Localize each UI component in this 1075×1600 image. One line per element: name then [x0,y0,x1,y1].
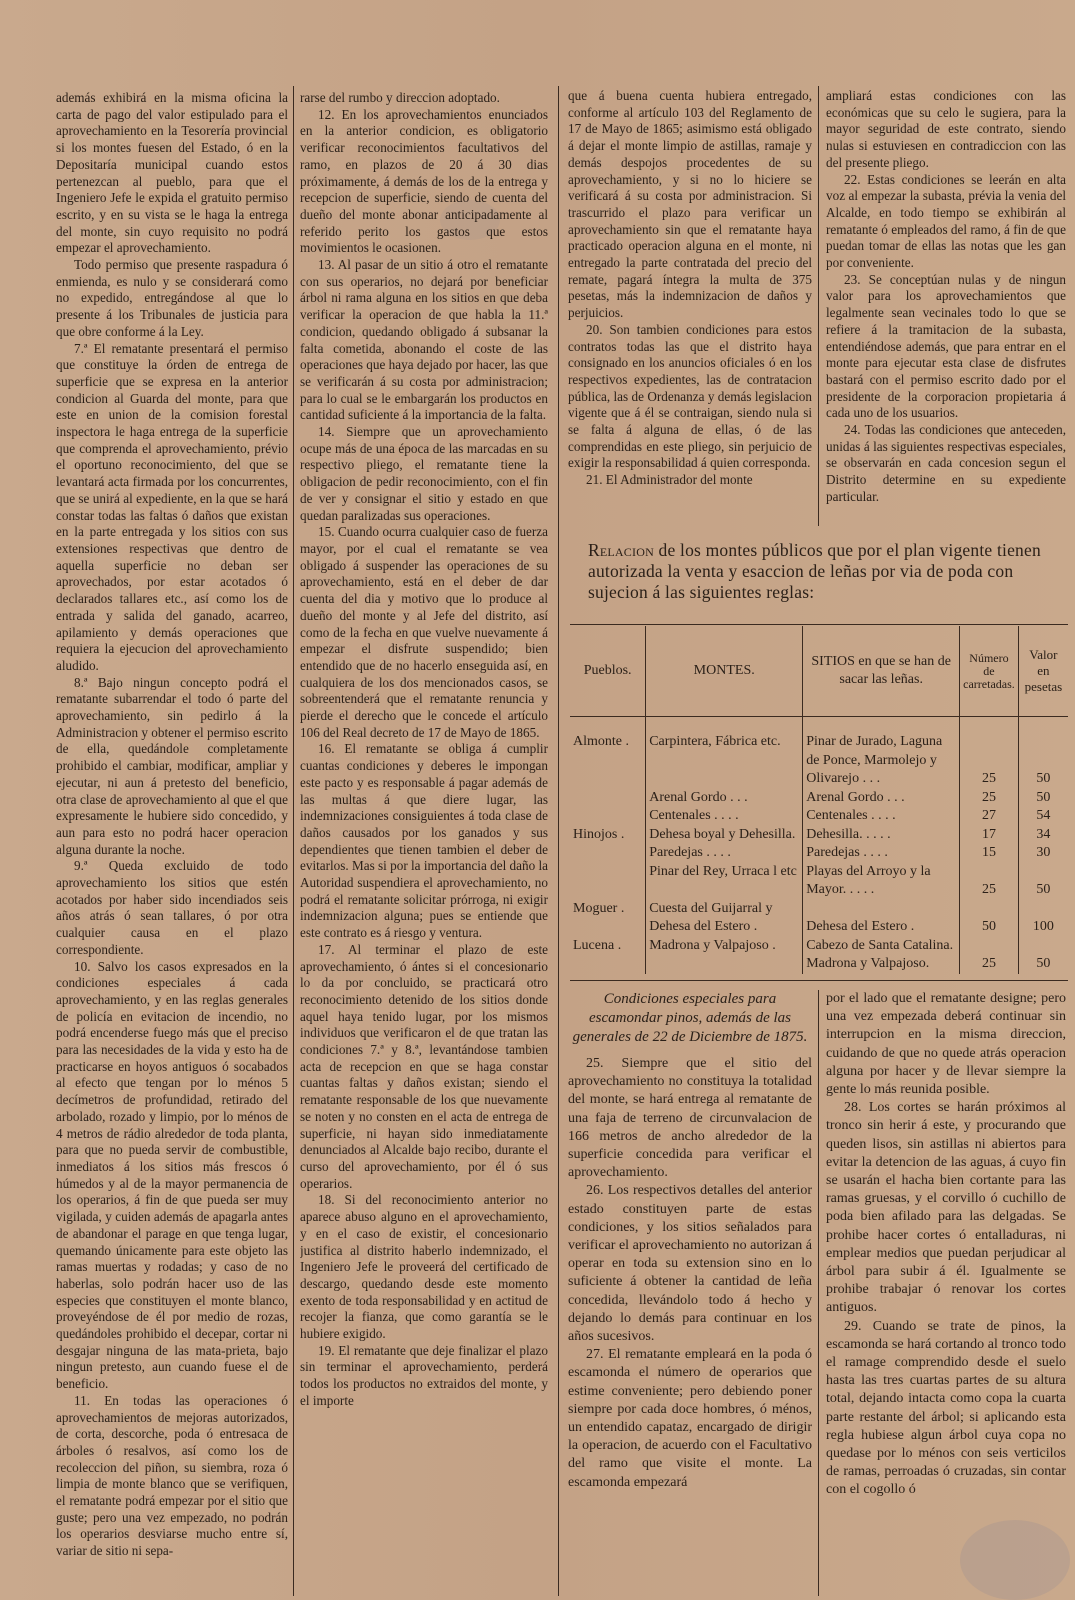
cell-valor: 50 [1018,789,1068,808]
paragraph: ampliará estas condiciones con las económicas que su celo le sugiera, para la mayor seguridad de este contrato, siendo nulas si estuviesen en contradiccion con las del presente pliego. [826,88,1066,170]
condition-15: 15. Cuando ocurra cualquier caso de fuerza mayor, por el cual el rematante se vea obligado á suspender las operaciones de su aprovechamiento, está en el deber de dar cuenta del dia y motivo que lo produce al dueño del monte y al Jefe del distrito, así como de la fecha en que vuelve nuevamente á empezar el disfrute suspendido; bien entendido que de no hacerlo enseguida así, en cualquiera de los dos mencionados casos, se sobreentenderá que el rematante renuncia y pierde el derecho que le concede el artículo 106 del Real decreto de 17 de Mayo de 1865. [300,524,548,740]
cell-monte: Arenal Gordo . . . [646,789,803,808]
cell-monte: Dehesa boyal y Dehesilla. [646,826,803,845]
table-row [570,863,1068,900]
special-conditions-title: Condiciones especiales para escamondar pinos, además de las generales de 22 de Diciembre de 1875. [572,991,808,1045]
cell-sitio: Cabezo de Santa Catalina. Madrona y Valpajoso. [803,937,960,974]
condition-28: 28. Los cortes se harán próximos al tronco sin herir á este, y procurando que queden lisos, sin astillas ni abiertos para evitar la detencion de las aguas, á cuyo fin se usarán el hacha bien cortante para las ramas gruesas, y el corvillo ó cuchillo de poda bien afilado para las delgadas. Se prohibe hacer cortes ó entalladuras, ni emplear medios que puedan perjudicar al árbol para subir á él. Igualmente se prohibe trabajar ó renovar los cortes antiguos. [826,1100,1066,1316]
condition-26: 26. Los respectivos detalles del anterior estado constituyen parte de estas condiciones, y los sitios señalados para verificar el aprovechamiento no autorizan á operar en toda su extension sino en lo suficiente á obtener la cantidad de leña concedida, llevándolo todo á hecho y dejando lo demás para continuar en los años sucesivos. [568,1183,812,1345]
header-carretadas: Número de carretadas. [960,626,1019,717]
cell-monte: Pinar del Rey, Urraca l etc [646,863,803,900]
condition-11: 11. En todas las operaciones ó aprovechamientos de mejoras autorizados, de corta, descorche, poda ó entresaca de árboles ó resalvos, así como los de recoleccion del piñon, su siembra, roza ó limpia de monte blanco que se verifiquen, el rematante podrá empezar por el sitio que guste; pero una vez empezado, no podrán los operarios desviarse mucho entre sí, variar de sitio ni sepa- [56,1392,288,1559]
cell-pueblo [570,844,646,863]
header-montes: MONTES. [646,626,803,717]
cell-carretadas: 25 [960,863,1019,900]
column-divider [558,86,559,1596]
condition-23: 23. Se conceptúan nulas y de ningun valor para los aprovechamientos que legalmente sean vecinales todo lo que se refiere á la tramitacion de la subasta, entendiéndose además, que para entrar en el monte para ejecutar esta clase de disfrutes bastará con el permiso escrito dado por el presidente de la corporacion propietaria á cada uno de los usuarios. [826,271,1066,421]
cell-monte: Cuesta del Guijarral y Dehesa del Estero . [646,900,803,937]
cell-monte: Madrona y Valpajoso . [646,937,803,974]
column-3 [568,88,812,518]
cell-valor: 34 [1018,826,1068,845]
condition-25: 25. Siempre que el sitio del aprovechamiento no constituya la totalidad del monte, se hará entrega al rematante de una faja de terreno de circunvalacion de 166 metros de ancho alrededor de la superficie concedida para verificar el aprovechamiento. [568,1056,812,1181]
cell-carretadas: 17 [960,826,1019,845]
cell-sitio: Pinar de Jurado, Laguna de Ponce, Marmolejo y Olivarejo . . . [803,717,960,789]
cell-carretadas: 25 [960,717,1019,789]
table-row [570,900,1068,937]
condition-22: 22. Estas condiciones se leerán en alta voz al empezar la subasta, prévia la venia del Alcalde, en todo tiempo se exhibirán al rematante ó empleados del ramo, á fin de que puedan tomar de ellas las notas que les gan por conveniente. [826,171,1066,271]
column-4 [826,88,1066,518]
condition-27: 27. El rematante empleará en la poda ó escamonda el número de operarios que estime conveniente; pero debiendo poner siempre por cada doce hombres, ó ménos, un entendido capataz, encargado de dirigir la operacion, de acuerdo con el Facultativo del ramo que visite el monte. La escamonda empezará [568,1347,812,1490]
table-row [570,789,1068,808]
condition-13: 13. Al pasar de un sitio á otro el rematante con sus operarios, no dejará por beneficiar árbol ni rama alguna en los sitios en que deba verificar la operacion de que habla la 11.ª condicion, quedando obligado á subsanar la falta cometida, abonando el coste de las operaciones que haya dejado por hacer, las que se verificarán á su costa por administracion; para lo cual se le embargarán los productos en cantidad suficiente á la importancia de la falta. [300,257,548,423]
cell-carretadas: 27 [960,807,1019,826]
cell-sitio: Centenales . . . . [803,807,960,826]
condition-16: 16. El rematante se obliga á cumplir cuantas condiciones y deberes le impongan este pacto y es responsable á pagar además de las multas á que diere lugar, las indemnizaciones consiguientes á toda clase de daños causados por los ganados y sus dependientes que tienen tambien el deber de evitarlos. Mas si por la importancia del daño la Autoridad suspendiera el aprovechamiento, no podrá el rematante solicitar prórroga, ni exigir indemnizacion alguna; pues se entiende que este contrato es á riesgo y ventura. [300,741,548,941]
condition-9: 9.ª Queda excluido de todo aprovechamiento los sitios que estén acotados por haber sido incendiados seis años atrás ó sean tallares, ó por otra cualquier causa en el plazo correspondiente. [56,858,288,957]
cell-pueblo: Almonte . [573,734,629,749]
montes-table [570,626,1068,974]
table-row [570,807,1068,826]
cell-monte: Centenales . . . . [646,807,803,826]
cell-sitio: Playas del Arroyo y la Mayor. . . . . [803,863,960,900]
header-pueblos: Pueblos. [570,626,646,717]
table-row [570,844,1068,863]
relacion-lead: Relacion [588,540,654,560]
cell-carretadas: 25 [960,937,1019,974]
relacion-heading [588,540,1068,603]
condition-24: 24. Todas las condiciones que anteceden, unidas á las siguientes respectivas especiales, se observarán en cada concesion segun el Distrito determine en su expediente particular. [826,422,1066,504]
cell-monte: Carpintera, Fábrica etc. [646,717,803,789]
cell-pueblo: Lucena . [573,937,622,953]
condition-10: 10. Salvo los casos expresados en la condiciones especiales á cada aprovechamiento, y en las reglas generales de policía en evitacion de incendio, no podrá encenderse fuego más que el preciso para las necesidades de la vida y esto ha de practicarse en hoyos antiguos ó socabados al efecto que tengan por lo ménos 5 decímetros de profundidad, retirado del arbolado, rozado y limpio, por lo ménos de 4 metros de rádio alrededor de toda planta, para que no pueda servir de combustible, inmediatos á los sitios más frescos ó húmedos y al de la mayor permanencia de los operarios, á fin de que pueda ser muy vigilada, y cuiden además de apagarla antes de abandonar el parage en que tenga lugar, quemando únicamente para este objeto las ramas muertas y rodadas; y caso de no haberlas, solo podrán hacer uso de las especies que constituyen el monte blanco, proveyéndose de él por medio de rozas, quedándoles prohibido el decepar, cortar ni desgajar ninguna de las mata-prieta, bajo ningun pretesto, aun cuando fuese el de beneficio. [56,958,288,1392]
cell-sitio: Paredejas . . . . [803,844,960,863]
cell-monte: Paredejas . . . . [646,844,803,863]
table-row [570,937,1068,974]
column-5 [568,990,812,1595]
cell-valor: 100 [1018,900,1068,937]
paragraph: Todo permiso que presente raspadura ó enmienda, es nulo y se considerará como no expedido, entregándose al que lo presente á los Tribunales de justicia para que obre conforme á la Ley. [56,257,288,339]
header-sitios: SITIOS en que se han de sacar las leñas. [803,626,960,717]
cell-valor: 30 [1018,844,1068,863]
condition-21: 21. El Administrador del monte [586,472,753,488]
condition-18: 18. Si del reconocimiento anterior no aparece abuso alguno en el aprovechamiento, y en el caso de existir, el concesionario justifica al distrito haberlo indemnizado, el Ingeniero Jefe le proveerá del certificado de descargo, quedando desde este momento exento de toda responsabilidad y en actitud de recojer la fianza, que como garantía se le hubiere exigido. [300,1192,548,1342]
header-valor: Valor en pesetas [1018,626,1068,717]
cell-sitio: Dehesilla. . . . . [803,826,960,845]
cell-valor: 50 [1018,717,1068,789]
cell-pueblo [570,863,646,900]
relacion-text: de los montes públicos que por el plan vigente tienen autorizada la venta y esaccion de leñas por via de poda con sujecion á las siguientes reglas: [588,540,1041,602]
table-row [570,717,1068,789]
column-1 [56,90,288,1595]
condition-12: 12. En los aprovechamientos enunciados en la anterior condicion, es obligatorio verificar reconocimientos facultativos del ramo, en plazos de 20 á 30 dias próximamente, á demás de los de la entrega y recepcion de superficie, siendo de cuenta del dueño del monte abonar anticipadamente al referido perito los gastos que estos movimientos le ocasionen. [300,106,548,256]
column-6 [826,990,1066,1595]
cell-pueblo [570,789,646,808]
cell-pueblo: Moguer . [573,900,625,916]
column-divider [818,86,819,526]
cell-pueblo [570,807,646,826]
condition-29: 29. Cuando se trate de pinos, la escamonda se hará cortando al tronco todo el ramage comprendido desde el suelo hasta las tres cuartas partes de su altura total, dejando intacta como copa la cuarta parte restante del árbol; si aplicando esta regla hubiese algun árbol cuya copa no quedase por lo ménos con seis verticilos de ramas, perroadas ó cruzadas, sin contar con el cogollo ó [826,1318,1066,1498]
cell-valor: 50 [1018,863,1068,900]
condition-20: 20. Son tambien condiciones para estos contratos todas las que el distrito haya consignado en los anuncios oficiales ó en los respectivos expedientes, las de contratacion pública, las de Ordenanza y demás legislacion vigente que á él se contraigan, siendo nula si se falta á alguna de ellas, ó de las comprendidas en este pliego, sin perjuicio de exigir la responsabilidad á quien corresponda. [568,321,812,471]
cell-sitio: Dehesa del Estero . [803,900,960,937]
paragraph: además exhibirá en la misma oficina la carta de pago del valor estipulado para el aprovechamiento en la Tesorería provincial si los montes fuesen del Estado, ó en la Depositaría municipal cuando estos pertenezcan al pueblo, para que el Ingeniero Jefe le expida el gratuito permiso escrito, y en su vista se le haga la entrega del monte, sin cuyo requisito no podrá empezar el aprovechamiento. [56,90,288,256]
paragraph: que á buena cuenta hubiera entregado, conforme al artículo 103 del Reglamento de 17 de Mayo de 1865; asimismo está obligado á dejar el monte limpio de astillas, ramaje y demás despojos procedentes de su aprovechamiento, y si no lo hiciere se verificará á su costa por administracion. Si trascurrido el plazo para verificar un aprovechamiento sin que el rematante haya practicado operacion alguna en el monte, ni entregado la parte contratada del precio del remate, pagará íntegra la multa de 375 pesetas, más la indemnizacion de daños y perjuicios. [568,88,812,321]
paragraph: por el lado que el rematante designe; pero una vez empezada deberá continuar sin interrupcion en la misma direccion, cuidando de que no quede atrás operacion alguna por hacer y de llevar siempre la gente lo más reunida posible. [826,991,1066,1098]
cell-valor: 54 [1018,807,1068,826]
cell-pueblo: Hinojos . [573,826,625,842]
column-divider [293,86,294,1596]
table-row [570,826,1068,845]
cell-carretadas: 50 [960,900,1019,937]
cell-valor: 50 [1018,937,1068,974]
condition-7: 7.ª El rematante presentará el permiso que constituye la órden de entrega de superficie que se expresa en la anterior condicion al Guarda del monte, para que este en union de la comision forestal inspectora le haga entrega de la superficie que comprenda el aprovechamiento, prévio el oportuno reconocimiento, del que se levantará acta firmada por los concurrentes, que se unirá al expediente, en la que se hará constar todas las faltas ó daños que existan en la parte entregada y los sitios con sus extensiones respectivas que dentro de aquella superficie no deban ser aprovechados, por estar acotados ó declarados tallares etc., así como los de entrada y salida del ganado, acarreo, apilamiento y demás operaciones que requiera la ejecucion del aprovechamiento aludido. [56,340,288,673]
column-2 [300,90,548,1595]
paragraph: rarse del rumbo y direccion adoptado. [300,90,500,105]
table-top-rule [570,624,1068,625]
cell-sitio: Arenal Gordo . . . [803,789,960,808]
condition-8: 8.ª Bajo ningun concepto podrá el rematante subarrendar el todo ó parte del aprovechamiento, sin pedirlo á la Administracion y obtener el permiso escrito de ella, quedándole completamente prohibido el cambiar, modificar, ampliar y ejecutar, ni aun á pretesto del beneficio, otra clase de aprovechamiento al que el que expresamente le hubiere sido concedido, y aun para esto no podrá hacer operacion alguna durante la noche. [56,674,288,857]
column-divider [818,990,819,1596]
table-header-row [570,626,1068,717]
condition-17: 17. Al terminar el plazo de este aprovechamiento, ó ántes si el concesionario lo da por concluido, se practicará otro reconocimiento detenido de los sitios donde aquel haya tenido lugar, por los mismos individuos que verificaron el de que tratan las condiciones 7.ª y 8.ª, levantándose tambien acta de recepcion en que se haga constar cuantas faltas y daños existan; siendo el rematante responsable de los que nuevamente se noten y no consten en el acta de entrega de superficie, ni hayan sido inmediatamente denunciados al Alcalde bajo recibo, durante el curso del aprovechamiento, por él ó sus operarios. [300,941,548,1191]
table-bottom-rule [570,980,1068,981]
cell-carretadas: 25 [960,789,1019,808]
condition-14: 14. Siempre que un aprovechamiento ocupe más de una época de las marcadas en su respectivo pliego, el rematante tiene la obligacion de pedir reconocimiento, con el fin de ver y consignar el sitio y estado en que quedan paralizadas sus operaciones. [300,424,548,523]
condition-19: 19. El rematante que deje finalizar el plazo sin terminar el aprovechamiento, perderá todos los productos no extraidos del monte, y el importe [300,1342,548,1408]
cell-carretadas: 15 [960,844,1019,863]
